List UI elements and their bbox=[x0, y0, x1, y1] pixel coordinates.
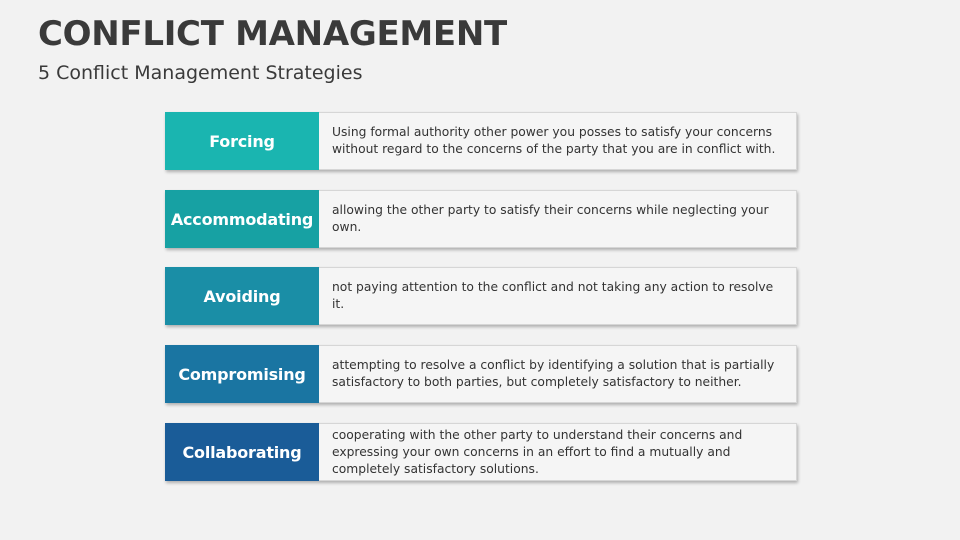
strategy-row-accommodating bbox=[165, 190, 797, 248]
strategy-label: Forcing bbox=[165, 112, 319, 170]
strategy-description: cooperating with the other party to understand their concerns and expressing your own concerns in an effort to find a mutually and completely satisfactory solutions. bbox=[319, 423, 797, 481]
strategy-description: Using formal authority other power you posses to satisfy your concerns without regard to the concerns of the party that you are in conflict with. bbox=[319, 112, 797, 170]
strategy-label: Avoiding bbox=[165, 267, 319, 325]
strategy-description: allowing the other party to satisfy their concerns while neglecting your own. bbox=[319, 190, 797, 248]
strategy-row-avoiding bbox=[165, 267, 797, 325]
slide-title: CONFLICT MANAGEMENT bbox=[38, 14, 507, 54]
strategy-row-forcing bbox=[165, 112, 797, 170]
strategy-label: Accommodating bbox=[165, 190, 319, 248]
strategy-label: Compromising bbox=[165, 345, 319, 403]
strategy-description: not paying attention to the conflict and not taking any action to resolve it. bbox=[319, 267, 797, 325]
slide-subtitle: 5 Conflict Management Strategies bbox=[38, 62, 363, 84]
strategy-description: attempting to resolve a conflict by identifying a solution that is partially satisfactory to both parties, but completely satisfactory to neither. bbox=[319, 345, 797, 403]
strategy-row-collaborating bbox=[165, 423, 797, 481]
strategy-label: Collaborating bbox=[165, 423, 319, 481]
strategy-row-compromising bbox=[165, 345, 797, 403]
